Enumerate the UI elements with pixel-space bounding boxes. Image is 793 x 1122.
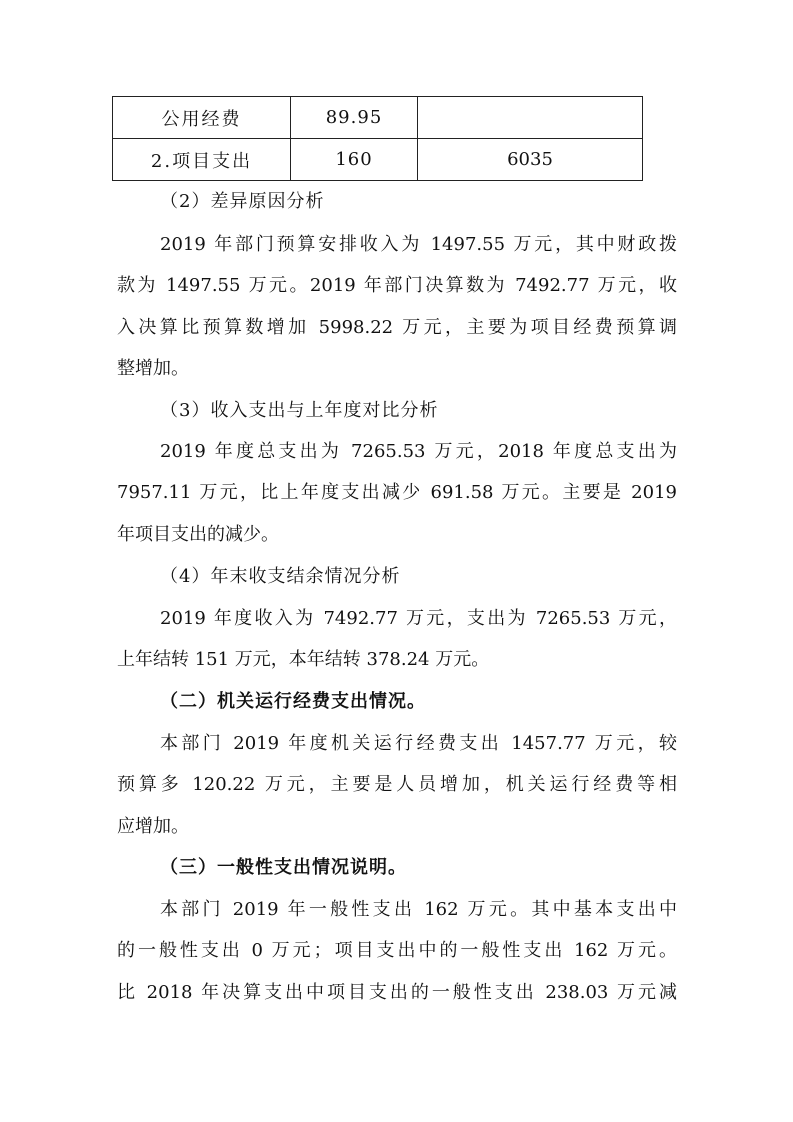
paragraph-line: 入决算比预算数增加 5998.22 万元，主要为项目经费预算调 bbox=[117, 317, 677, 338]
table-row bbox=[113, 97, 643, 139]
paragraph-line: 比 2018 年决算支出中项目支出的一般性支出 238.03 万元减 bbox=[117, 982, 677, 1003]
paragraph-line: 年项目支出的减少。 bbox=[117, 524, 279, 545]
table-cell bbox=[418, 97, 643, 139]
paragraph-line: 本部门 2019 年一般性支出 162 万元。其中基本支出中 bbox=[160, 899, 677, 920]
table-cell: 2.项目支出 bbox=[113, 139, 291, 181]
section-heading-diff: （2）差异原因分析 bbox=[160, 191, 325, 212]
paragraph-line: 2019 年部门预算安排收入为 1497.55 万元，其中财政拨 bbox=[160, 234, 677, 255]
table-cell: 89.95 bbox=[291, 97, 418, 139]
paragraph-line: 本部门 2019 年度机关运行经费支出 1457.77 万元，较 bbox=[160, 733, 677, 754]
paragraph-line: 2019 年度收入为 7492.77 万元，支出为 7265.53 万元， bbox=[160, 608, 677, 629]
table-cell: 6035 bbox=[418, 139, 643, 181]
paragraph-line: 的一般性支出 0 万元；项目支出中的一般性支出 162 万元。 bbox=[117, 940, 677, 961]
section-heading-balance: （4）年末收支结余情况分析 bbox=[160, 566, 401, 587]
paragraph-line: 整增加。 bbox=[117, 358, 189, 379]
section-heading-operating-costs: （二）机关运行经费支出情况。 bbox=[160, 691, 426, 712]
section-heading-general-expenses: （三）一般性支出情况说明。 bbox=[160, 857, 407, 878]
paragraph-line: 上年结转 151 万元，本年结转 378.24 万元。 bbox=[117, 649, 490, 670]
paragraph-line: 预算多 120.22 万元，主要是人员增加，机关运行经费等相 bbox=[117, 774, 677, 795]
table-cell: 公用经费 bbox=[113, 97, 291, 139]
paragraph-line: 应增加。 bbox=[117, 816, 189, 837]
paragraph-line: 7957.11 万元，比上年度支出减少 691.58 万元。主要是 2019 bbox=[117, 482, 677, 503]
paragraph-line: 款为 1497.55 万元。2019 年部门决算数为 7492.77 万元，收 bbox=[117, 275, 677, 296]
section-heading-compare: （3）收入支出与上年度对比分析 bbox=[160, 400, 439, 421]
table-row bbox=[113, 139, 643, 181]
budget-table bbox=[112, 96, 643, 181]
table-cell: 160 bbox=[291, 139, 418, 181]
paragraph-line: 2019 年度总支出为 7265.53 万元，2018 年度总支出为 bbox=[160, 441, 677, 462]
